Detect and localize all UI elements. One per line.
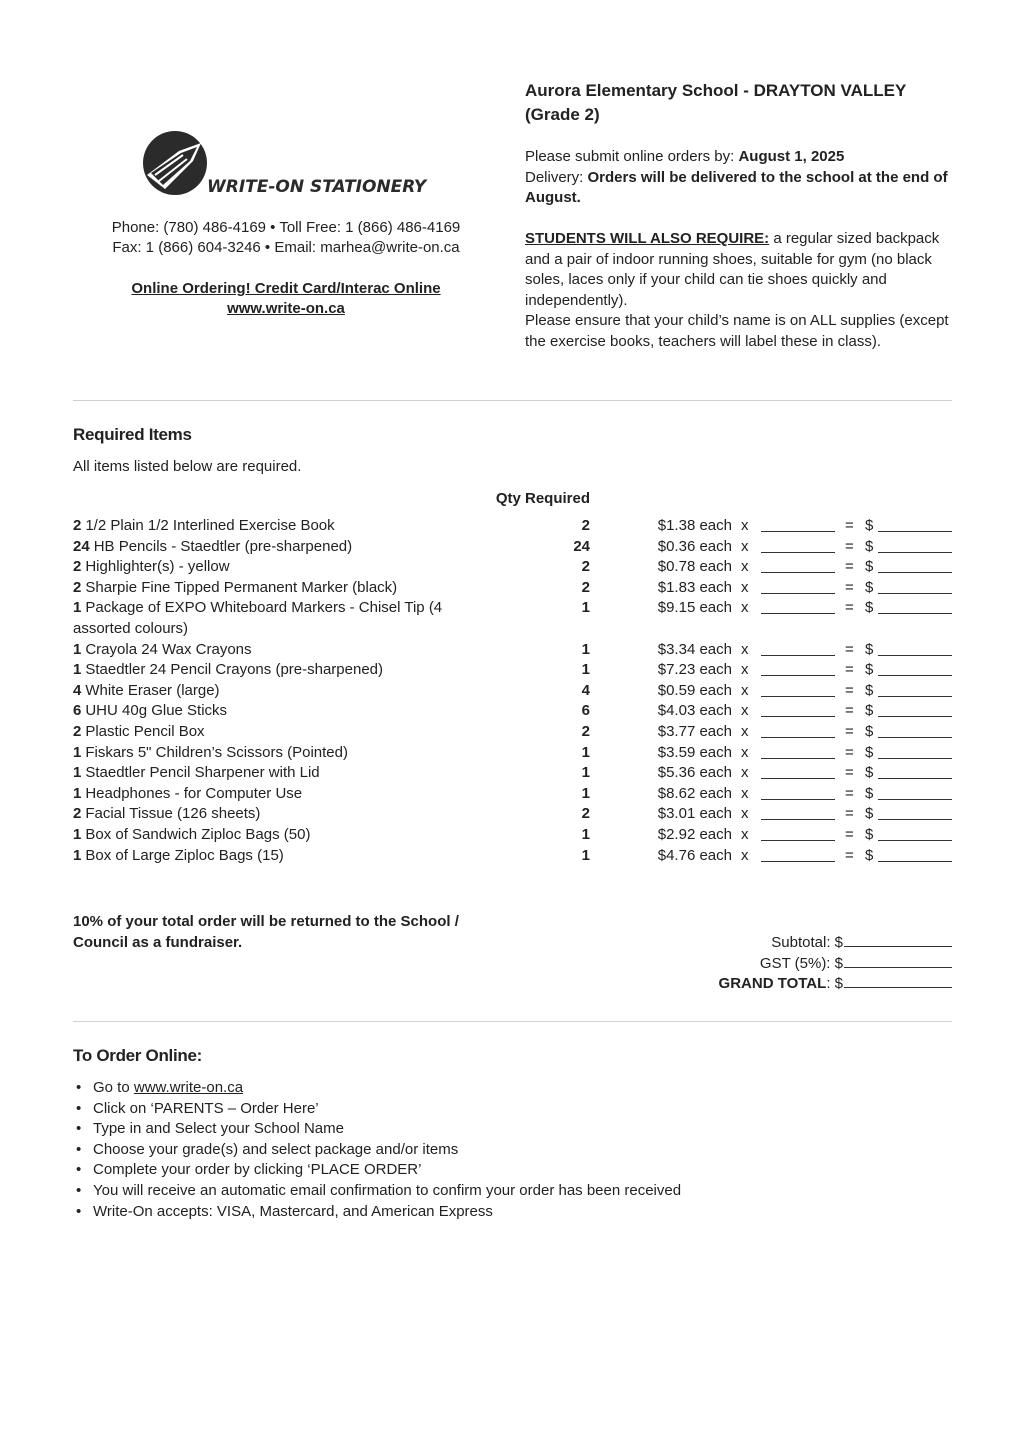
item-qty: 1: [581, 784, 590, 802]
online-ordering-link[interactable]: [73, 279, 499, 319]
item-name: Crayola 24 Wax Crayons: [85, 640, 252, 658]
amount-blank-field[interactable]: [878, 593, 952, 594]
table-row: [73, 743, 952, 764]
times-sign: x: [741, 517, 749, 534]
item-qty: 1: [581, 825, 590, 843]
item-name: Headphones - for Computer Use: [85, 784, 303, 802]
item-qty: 2: [581, 722, 590, 740]
table-row: [73, 804, 952, 825]
item-price: $7.23 each: [657, 661, 732, 679]
item-qty: 24: [573, 537, 590, 555]
list-item: • Write-On accepts: VISA, Mastercard, and American Express: [73, 1202, 681, 1223]
qty-blank-field[interactable]: [761, 593, 835, 594]
amount-blank-field[interactable]: [878, 716, 952, 717]
items-list: [73, 516, 952, 866]
gst-field[interactable]: [844, 954, 952, 968]
item-name: Fiskars 5" Children’s Scissors (Pointed): [85, 743, 348, 761]
item-price: $2.92 each: [657, 825, 732, 843]
equals-sign: =: [845, 702, 854, 720]
item-description: [73, 743, 443, 764]
item-description: [73, 681, 443, 702]
amount-blank-field[interactable]: [878, 861, 952, 862]
table-row: [73, 763, 952, 784]
currency-sign: $: [865, 578, 874, 596]
item-name: 1/2 Plain 1/2 Interlined Exercise Book: [85, 517, 335, 534]
table-row: [73, 660, 952, 681]
equals-sign: =: [845, 846, 854, 864]
item-name: HB Pencils - Staedtler (pre-sharpened): [93, 537, 353, 555]
equals-sign: =: [845, 578, 854, 596]
item-name: Package of EXPO Whiteboard Markers - Chisel Tip (4 assorted colours): [73, 599, 443, 637]
equals-sign: =: [845, 805, 854, 823]
divider: [73, 400, 952, 401]
qty-blank-field[interactable]: [761, 531, 835, 532]
amount-blank-field[interactable]: [878, 778, 952, 779]
item-description: [73, 537, 443, 558]
item-qty: 1: [581, 661, 590, 679]
table-row: [73, 516, 952, 537]
item-qty: 2: [581, 517, 590, 534]
times-sign: x: [741, 537, 749, 555]
required-note: All items listed below are required.: [73, 458, 302, 475]
table-row: [73, 825, 952, 846]
contact-phone: Phone: (780) 486-4169 • Toll Free: 1 (866) 486-4169: [111, 219, 461, 236]
times-sign: x: [741, 599, 749, 617]
item-price: $9.15 each: [657, 599, 732, 617]
item-name: White Eraser (large): [85, 681, 220, 699]
equals-sign: =: [845, 764, 854, 782]
item-description: [73, 701, 443, 722]
qty-blank-field[interactable]: [761, 552, 835, 553]
table-row: [73, 578, 952, 599]
times-sign: x: [741, 558, 749, 576]
gst-row: GST (5%): $: [719, 954, 952, 975]
item-description: [73, 598, 443, 639]
amount-blank-field[interactable]: [878, 840, 952, 841]
qty-blank-field[interactable]: [761, 819, 835, 820]
qty-blank-field[interactable]: [761, 778, 835, 779]
grand-total-row: GRAND TOTAL : $: [719, 974, 952, 995]
item-count: 2: [73, 558, 82, 576]
item-price: $3.34 each: [657, 640, 732, 658]
currency-sign: $: [865, 681, 874, 699]
equals-sign: =: [845, 537, 854, 555]
item-count: 2: [73, 722, 82, 740]
contact-fax-email: Fax: 1 (866) 604-3246 • Email: marhea@write-on.ca: [112, 239, 460, 256]
item-count: 2: [73, 805, 82, 823]
equals-sign: =: [845, 784, 854, 802]
totals: [719, 933, 952, 995]
amount-blank-field[interactable]: [878, 572, 952, 573]
brand-name: WRITE-ON STATIONERY: [207, 177, 427, 197]
equals-sign: =: [845, 640, 854, 658]
item-price: $5.36 each: [657, 764, 732, 782]
currency-sign: $: [865, 558, 874, 576]
currency-sign: $: [865, 825, 874, 843]
item-description: [73, 557, 443, 578]
item-qty: 2: [581, 558, 590, 576]
online-ordering-text: Online Ordering! Credit Card/Interac Online: [131, 280, 441, 297]
qty-blank-field[interactable]: [761, 861, 835, 862]
amount-blank-field[interactable]: [878, 655, 952, 656]
qty-blank-field[interactable]: [761, 758, 835, 759]
equals-sign: =: [845, 599, 854, 617]
table-row: [73, 537, 952, 558]
currency-sign: $: [865, 640, 874, 658]
item-description: [73, 846, 443, 867]
item-count: 1: [73, 661, 82, 679]
currency-sign: $: [865, 517, 874, 534]
list-item: • Choose your grade(s) and select package and/or items: [73, 1140, 681, 1161]
item-price: $4.76 each: [657, 846, 732, 864]
times-sign: x: [741, 764, 749, 782]
item-name: Staedtler Pencil Sharpener with Lid: [85, 764, 320, 782]
amount-blank-field[interactable]: [878, 758, 952, 759]
times-sign: x: [741, 661, 749, 679]
item-name: Sharpie Fine Tipped Permanent Marker (black): [85, 578, 398, 596]
item-count: 2: [73, 578, 82, 596]
equals-sign: =: [845, 661, 854, 679]
divider: [73, 1021, 952, 1022]
item-name: Staedtler 24 Pencil Crayons (pre-sharpened): [85, 661, 383, 679]
item-description: [73, 578, 443, 599]
item-qty: 1: [581, 764, 590, 782]
subtotal-field[interactable]: [844, 933, 952, 947]
table-row: [73, 701, 952, 722]
item-name: Box of Large Ziploc Bags (15): [85, 846, 284, 864]
qty-blank-field[interactable]: [761, 613, 835, 614]
currency-sign: $: [865, 661, 874, 679]
order-online-title: To Order Online:: [73, 1046, 203, 1065]
amount-blank-field[interactable]: [878, 552, 952, 553]
times-sign: x: [741, 702, 749, 720]
equals-sign: =: [845, 722, 854, 740]
item-count: 1: [73, 743, 82, 761]
required-items-title: Required Items: [73, 425, 192, 444]
table-row: [73, 784, 952, 805]
list-item: • Click on ‘PARENTS – Order Here’: [73, 1099, 681, 1120]
equals-sign: =: [845, 681, 854, 699]
currency-sign: $: [865, 722, 874, 740]
item-description: [73, 722, 443, 743]
item-description: [73, 763, 443, 784]
item-count: 1: [73, 825, 82, 843]
submit-deadline: Please submit online orders by: August 1, 2025: [525, 148, 845, 165]
item-count: 1: [73, 764, 82, 782]
item-name: Facial Tissue (126 sheets): [85, 805, 261, 823]
list-item: • Type in and Select your School Name: [73, 1119, 681, 1140]
delivery-info: Delivery: Orders will be delivered to the school at the end of August.: [525, 168, 948, 206]
website-link[interactable]: www.write-on.ca: [133, 1079, 244, 1096]
times-sign: x: [741, 743, 749, 761]
pencil-logo-icon: [143, 131, 433, 199]
contact-info: [73, 218, 499, 258]
currency-sign: $: [865, 846, 874, 864]
qty-blank-field[interactable]: [761, 799, 835, 800]
times-sign: x: [741, 805, 749, 823]
item-price: $1.38 each: [657, 517, 732, 534]
table-row: [73, 598, 952, 639]
item-name: Highlighter(s) - yellow: [85, 558, 230, 576]
table-row: [73, 681, 952, 702]
item-name: UHU 40g Glue Sticks: [85, 702, 228, 720]
item-description: [73, 804, 443, 825]
subtotal-row: Subtotal: $: [719, 933, 952, 954]
students-also-require: STUDENTS WILL ALSO REQUIRE: a regular sized backpack and a pair of indoor running shoes, suitable for gym (no black soles, laces only if your child can tie shoes quickly and independently).: [525, 230, 940, 309]
website-link[interactable]: www.write-on.ca: [227, 300, 345, 317]
equals-sign: =: [845, 743, 854, 761]
item-price: $3.59 each: [657, 743, 732, 761]
item-count: 6: [73, 702, 82, 720]
item-price: $0.36 each: [657, 537, 732, 555]
times-sign: x: [741, 640, 749, 658]
school-info: [525, 79, 955, 352]
currency-sign: $: [865, 805, 874, 823]
qty-blank-field[interactable]: [761, 840, 835, 841]
item-price: $8.62 each: [657, 784, 732, 802]
item-name: Plastic Pencil Box: [85, 722, 205, 740]
qty-required-header: Qty Required: [495, 490, 590, 507]
list-item: • Complete your order by clicking ‘PLACE ORDER’: [73, 1160, 681, 1181]
order-steps: [73, 1078, 681, 1222]
currency-sign: $: [865, 702, 874, 720]
currency-sign: $: [865, 764, 874, 782]
item-price: $3.01 each: [657, 805, 732, 823]
item-price: $4.03 each: [657, 702, 732, 720]
qty-blank-field[interactable]: [761, 572, 835, 573]
times-sign: x: [741, 722, 749, 740]
item-count: 2: [73, 517, 82, 534]
item-qty: 1: [581, 640, 590, 658]
times-sign: x: [741, 681, 749, 699]
times-sign: x: [741, 825, 749, 843]
list-item: • Go to www.write-on.ca: [73, 1078, 681, 1099]
qty-blank-field[interactable]: [761, 696, 835, 697]
write-on-logo: [143, 131, 433, 199]
item-description: [73, 784, 443, 805]
item-description: [73, 825, 443, 846]
table-row: [73, 846, 952, 867]
item-count: 24: [73, 537, 90, 555]
equals-sign: =: [845, 517, 854, 534]
currency-sign: $: [865, 784, 874, 802]
item-price: $0.78 each: [657, 558, 732, 576]
item-qty: 6: [581, 702, 590, 720]
equals-sign: =: [845, 558, 854, 576]
item-qty: 4: [581, 681, 590, 699]
item-price: $1.83 each: [657, 578, 732, 596]
item-qty: 2: [581, 578, 590, 596]
amount-blank-field[interactable]: [878, 613, 952, 614]
qty-blank-field[interactable]: [761, 655, 835, 656]
name-note: Please ensure that your child’s name is on ALL supplies (except the exercise books, teachers will label these in class).: [525, 312, 949, 350]
item-description: [73, 640, 443, 661]
times-sign: x: [741, 578, 749, 596]
amount-blank-field[interactable]: [878, 737, 952, 738]
qty-blank-field[interactable]: [761, 675, 835, 676]
times-sign: x: [741, 846, 749, 864]
item-count: 1: [73, 784, 82, 802]
item-price: $3.77 each: [657, 722, 732, 740]
item-description: [73, 516, 443, 537]
qty-blank-field[interactable]: [761, 716, 835, 717]
equals-sign: =: [845, 825, 854, 843]
table-row: [73, 640, 952, 661]
amount-blank-field[interactable]: [878, 531, 952, 532]
item-description: [73, 660, 443, 681]
item-price: $0.59 each: [657, 681, 732, 699]
item-count: 4: [73, 681, 82, 699]
amount-blank-field[interactable]: [878, 675, 952, 676]
table-row: [73, 557, 952, 578]
amount-blank-field[interactable]: [878, 799, 952, 800]
currency-sign: $: [865, 743, 874, 761]
currency-sign: $: [865, 599, 874, 617]
amount-blank-field[interactable]: [878, 819, 952, 820]
item-qty: 2: [581, 805, 590, 823]
item-qty: 1: [581, 846, 590, 864]
item-qty: 1: [581, 599, 590, 617]
item-qty: 1: [581, 743, 590, 761]
currency-sign: $: [865, 537, 874, 555]
table-row: [73, 722, 952, 743]
amount-blank-field[interactable]: [878, 696, 952, 697]
times-sign: x: [741, 784, 749, 802]
item-name: Box of Sandwich Ziploc Bags (50): [85, 825, 311, 843]
qty-blank-field[interactable]: [761, 737, 835, 738]
grand-total-field[interactable]: [844, 974, 952, 988]
list-item: • You will receive an automatic email confirmation to confirm your order has been received: [73, 1181, 681, 1202]
item-count: 1: [73, 846, 82, 864]
fundraiser-note: 10% of your total order will be returned to the School / Council as a fundraiser.: [73, 913, 459, 951]
school-title: Aurora Elementary School - DRAYTON VALLEY (Grade 2): [525, 81, 907, 124]
item-count: 1: [73, 599, 82, 617]
item-count: 1: [73, 640, 82, 658]
